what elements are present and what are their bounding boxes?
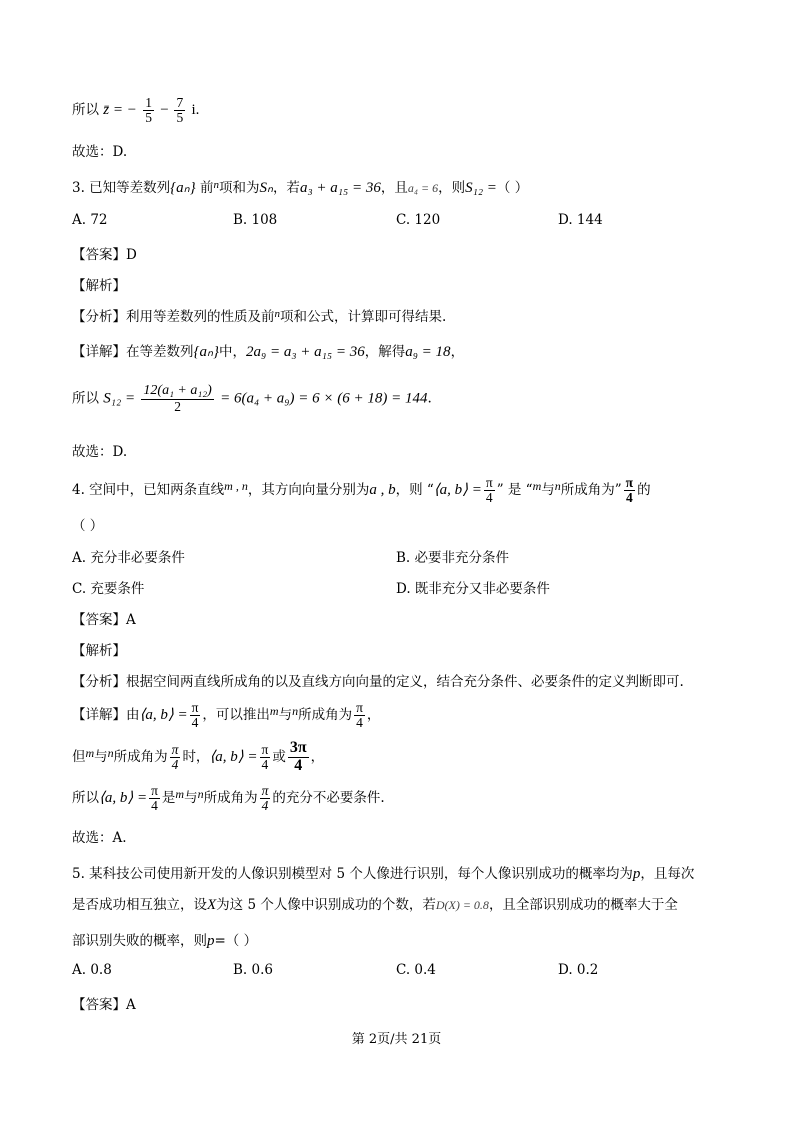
q4-option-d: D. 既非充分又非必要条件 <box>396 581 550 597</box>
q3-seq: {aₙ} <box>170 180 196 196</box>
prev-i: i. <box>191 102 200 119</box>
q3-stem: 3. 已知等差数列{aₙ} 前$^n$项和为Sₙ，若a₃ + a₁₅ = 36，且a₄ = 6，则S₁₂ =（ ） <box>72 179 529 196</box>
q3-choose: 故选：D. <box>72 444 128 460</box>
q3-option-b: B. 108 <box>233 212 278 228</box>
q3-answer: D <box>126 247 137 263</box>
q5-line2: 是否成功相互独立，设X为这 5 个人像中识别成功的个数，若D(X) = 0.8，且全部识别成功的概率大于全 <box>72 897 678 913</box>
q5-option-b: B. 0.6 <box>233 962 273 978</box>
q3-cond1: a₃ + a₁₅ = 36 <box>299 180 381 196</box>
q3-final-frac: $\frac{\text{12(a₁ + a₁₂)}}{2}$ <box>143 383 212 414</box>
q5-option-c: C. 0.4 <box>396 962 436 978</box>
three-pi: 3π <box>289 739 307 756</box>
q5-answer-line: 【答案】A <box>72 997 136 1013</box>
prev-conclusion-line: 所以 z̄ = − $\frac{1}{5}$ − $\frac{7}{5}$ i. <box>72 95 200 126</box>
prev-answer: 故选：D. <box>72 144 128 160</box>
q3-xiangjie-line: 【详解】在等差数列{aₙ}中，2a₉ = a₃ + a₁₅ = 36，解得a₉ = 18， <box>72 344 465 360</box>
q3-fenxi-line: 【分析】利用等差数列的性质及前$^n$项和公式，计算即可得结果. <box>72 308 447 325</box>
q5-line3: 部识别失败的概率，则p=（ ） <box>72 933 258 949</box>
q5-variance: D(X) = 0.8 <box>435 898 489 912</box>
q4-xj-line1: 【详解】由⟨a, b⟩ = $\frac{\pi}{4}$ ，可以推出m与n所成角为 $\frac{\pi}{4}$ ， <box>72 700 381 731</box>
q4-answer: A <box>126 612 136 628</box>
q3-final-line: 所以 S₁₂ = $\frac{\text{12(a₁ + a₁₂)}}{2}$ = 6(a₄ + a₉) = 6 × (6 + 18) = 144. <box>72 383 432 414</box>
q5-line1: 5. 某科技公司使用新开发的人像识别模型对 5 个人像进行识别，每个人像识别成功的概率均为p，且每次 <box>72 866 695 882</box>
q4-answer-line: 【答案】A <box>72 612 136 628</box>
q4-paren: （ ） <box>72 518 104 534</box>
q3-option-d: D. 144 <box>558 212 603 228</box>
q3-S12: S₁₂ = <box>465 180 497 196</box>
q4-frac-pi4: $\frac{\pi}{4}$ <box>485 475 493 506</box>
q5-option-d: D. 0.2 <box>558 962 599 978</box>
page-footer: 第 2页/共 21页 <box>351 1032 442 1047</box>
q4-xj-line3: 所以⟨a, b⟩ = $\frac{\pi}{4}$ 是m与n所成角为 $\frac{\pi}{4}$ 的充分不必要条件. <box>72 783 385 814</box>
q3-analysis-tag: 【解析】 <box>72 278 126 294</box>
q4-xj-line2: 但m与n所成角为 $\frac{\pi}{4}$ 时，⟨a, b⟩ = $\frac{\pi}{4}$ 或 $\frac{3\pi}{4}$ ， <box>72 739 325 774</box>
q4-vectors: a , b <box>369 482 396 499</box>
q3-answer-line <box>72 243 137 263</box>
q3-option-a: A. 72 <box>72 212 108 228</box>
prev-frac1: $\frac{1}{5}$ <box>145 95 152 126</box>
q3-cond2: a₄ = 6 <box>407 181 439 195</box>
q4-angle: ⟨a, b⟩ = <box>433 482 482 499</box>
q4-option-b: B. 必要非充分条件 <box>396 550 510 566</box>
prev-frac2: $\frac{7}{5}$ <box>176 95 184 126</box>
answer-tag: 【答案】 <box>72 247 126 263</box>
q4-fenxi-line: 【分析】根据空间两直线所成角的以及直线方向向量的定义，结合充分条件、必要条件的定义判断即可. <box>72 674 684 690</box>
q3-eq2: a₉ = 18 <box>405 344 451 360</box>
q4-analysis-tag: 【解析】 <box>72 643 126 659</box>
q4-choose: 故选：A. <box>72 830 127 846</box>
q5-answer: A <box>126 997 136 1013</box>
q3-option-c: C. 120 <box>396 212 441 228</box>
q3-eq1: 2a₉ = a₃ + a₁₅ = 36 <box>245 344 365 360</box>
q4-option-a: A. 充分非必要条件 <box>72 550 185 566</box>
q4-stem: 4. 空间中，已知两条直线m , n，其方向向量分别为a , b，则 “⟨a, b⟩ = $\frac{\pi}{4}$ ” 是 “m与n所成角为” $\frac{\pi}{4}$ 的 <box>72 475 651 506</box>
q4-option-c: C. 充要条件 <box>72 581 145 597</box>
q5-option-a: A. 0.8 <box>72 962 112 978</box>
prev-z-expr: z̄ = − <box>103 102 137 119</box>
prev-suoyi: 所以 <box>72 102 99 119</box>
